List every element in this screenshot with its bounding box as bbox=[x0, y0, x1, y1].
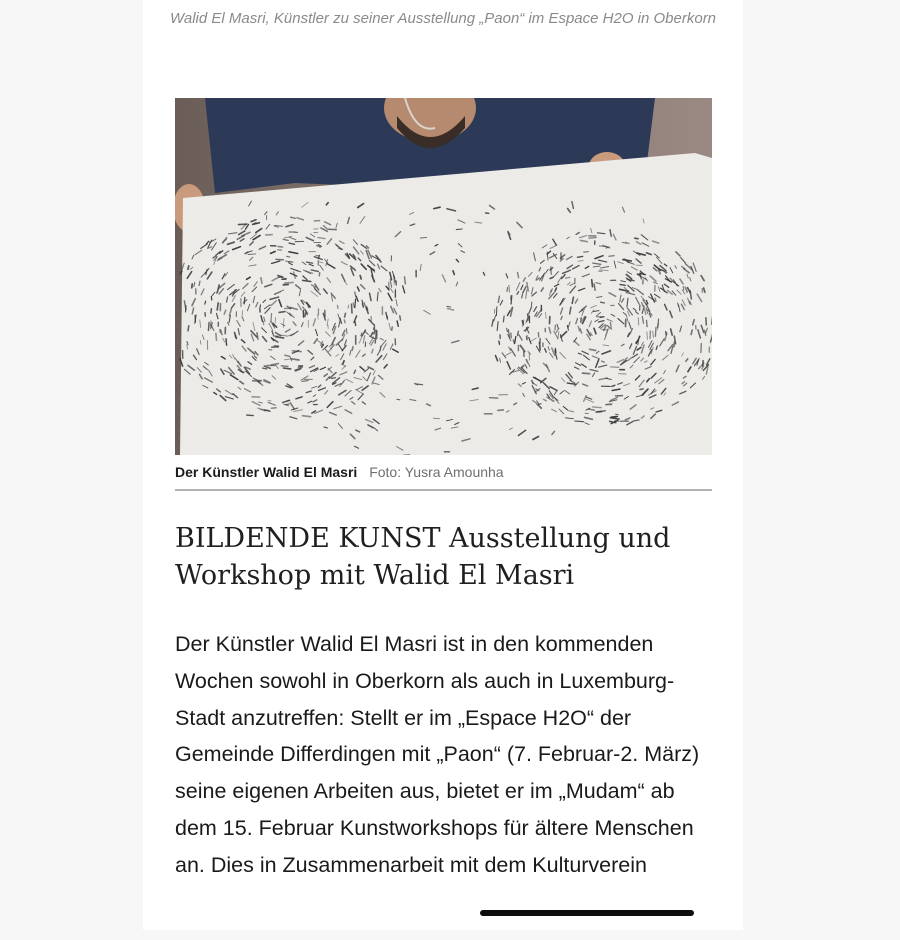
drawing-stroke bbox=[348, 305, 349, 308]
drawing-stroke bbox=[575, 421, 584, 422]
drawing-stroke bbox=[609, 256, 614, 257]
drawing-stroke bbox=[343, 361, 344, 364]
drawing-stroke bbox=[565, 277, 570, 278]
drawing-stroke bbox=[601, 302, 605, 303]
drawing-stroke bbox=[281, 366, 288, 367]
drawing-stroke bbox=[316, 255, 319, 256]
home-indicator-bar[interactable] bbox=[480, 910, 694, 916]
drawing-stroke bbox=[211, 309, 212, 313]
drawing-stroke bbox=[261, 278, 262, 284]
drawing-stroke bbox=[188, 266, 189, 269]
drawing-stroke bbox=[284, 359, 289, 360]
drawing-stroke bbox=[526, 337, 527, 340]
photo-credit: Foto: Yusra Amounha bbox=[369, 464, 504, 480]
drawing-stroke bbox=[518, 331, 519, 335]
drawing-stroke bbox=[285, 355, 289, 356]
drawing-stroke bbox=[647, 332, 648, 340]
drawing-stroke bbox=[352, 347, 353, 350]
drawing-stroke bbox=[279, 312, 285, 313]
drawing-stroke bbox=[392, 327, 393, 330]
drawing-stroke bbox=[188, 326, 189, 331]
drawing-stroke bbox=[522, 321, 523, 325]
drawing-stroke bbox=[287, 256, 290, 257]
drawing-stroke bbox=[347, 329, 348, 334]
drawing-stroke bbox=[647, 320, 648, 326]
drawing-stroke bbox=[205, 301, 206, 304]
photo-caption bbox=[175, 462, 712, 482]
drawing-stroke bbox=[655, 327, 656, 336]
drawing-stroke bbox=[596, 412, 601, 413]
drawing-stroke bbox=[260, 305, 261, 308]
drawing-stroke bbox=[247, 415, 254, 416]
drawing-stroke bbox=[593, 407, 602, 408]
drawing-stroke bbox=[499, 341, 500, 344]
drawing-stroke bbox=[276, 259, 284, 260]
drawing-stroke bbox=[292, 351, 301, 352]
drawing-stroke bbox=[420, 238, 426, 239]
drawing-stroke bbox=[507, 288, 508, 292]
drawing-stroke bbox=[590, 349, 596, 350]
drawing-stroke bbox=[550, 277, 553, 278]
article-headline: BILDENDE KUNST Ausstellung und Workshop mit Walid El Masri bbox=[175, 523, 671, 591]
drawing-stroke bbox=[584, 252, 589, 253]
drawing-stroke bbox=[285, 282, 293, 283]
drawing-stroke bbox=[592, 280, 593, 287]
drawing-stroke bbox=[691, 330, 692, 334]
drawing-stroke bbox=[286, 404, 289, 405]
drawing-stroke bbox=[217, 303, 218, 310]
drawing-stroke bbox=[397, 399, 400, 400]
drawing-stroke bbox=[226, 339, 227, 345]
drawing-stroke bbox=[551, 267, 552, 274]
photo-caption-subject: Der Künstler Walid El Masri bbox=[175, 464, 358, 480]
drawing-stroke bbox=[666, 332, 667, 335]
drawing-stroke bbox=[278, 247, 282, 248]
drawing-stroke bbox=[635, 238, 638, 239]
drawing-stroke bbox=[332, 378, 336, 379]
drawing-stroke bbox=[612, 385, 615, 386]
caption-divider bbox=[175, 489, 712, 491]
drawing-stroke bbox=[456, 229, 462, 230]
drawing-stroke bbox=[522, 294, 523, 298]
drawing-stroke bbox=[344, 320, 345, 323]
drawing-stroke bbox=[248, 254, 256, 255]
drawing-stroke bbox=[186, 306, 187, 312]
drawing-stroke bbox=[447, 306, 451, 307]
drawing-stroke bbox=[507, 328, 508, 331]
drawing-stroke bbox=[271, 314, 272, 322]
drawing-stroke bbox=[683, 286, 684, 290]
drawing-stroke bbox=[355, 322, 356, 326]
drawing-stroke bbox=[640, 389, 643, 390]
drawing-stroke bbox=[355, 299, 356, 308]
drawing-stroke bbox=[302, 381, 308, 382]
drawing-stroke bbox=[208, 322, 209, 330]
drawing-stroke bbox=[275, 318, 276, 323]
drawing-stroke bbox=[620, 285, 625, 286]
article-page bbox=[143, 0, 743, 930]
drawing-stroke bbox=[318, 255, 319, 258]
drawing-stroke bbox=[345, 313, 346, 317]
drawing-stroke bbox=[503, 316, 504, 322]
previous-image-caption: Walid El Masri, Künstler zu seiner Ausstellung „Paon“ im Espace H2O in Oberkorn bbox=[169, 10, 717, 27]
drawing-stroke bbox=[531, 302, 532, 305]
drawing-stroke bbox=[498, 410, 504, 411]
drawing-stroke bbox=[555, 348, 556, 352]
drawing-stroke bbox=[599, 246, 607, 247]
drawing-stroke bbox=[360, 276, 361, 279]
drawing-stroke bbox=[263, 368, 267, 369]
drawing-stroke bbox=[305, 313, 306, 317]
drawing-stroke bbox=[303, 416, 311, 417]
drawing-stroke bbox=[337, 305, 338, 308]
drawing-stroke bbox=[244, 297, 245, 303]
drawing-stroke bbox=[511, 296, 512, 304]
drawing-stroke bbox=[257, 333, 258, 340]
drawing-stroke bbox=[216, 333, 217, 340]
drawing-stroke bbox=[400, 316, 401, 320]
drawing-stroke bbox=[578, 326, 579, 331]
drawing-stroke bbox=[610, 323, 611, 330]
drawing-stroke bbox=[405, 277, 406, 284]
drawing-stroke bbox=[655, 298, 656, 301]
drawing-stroke bbox=[537, 404, 541, 405]
drawing-stroke bbox=[513, 340, 514, 343]
drawing-stroke bbox=[283, 368, 291, 369]
artist-photo bbox=[175, 98, 712, 455]
drawing-stroke bbox=[546, 312, 547, 318]
drawing-stroke bbox=[583, 373, 590, 374]
photo-illustration bbox=[175, 98, 712, 455]
drawing-stroke bbox=[259, 402, 263, 403]
drawing-stroke bbox=[475, 222, 482, 223]
drawing-stroke bbox=[615, 414, 618, 415]
drawing-stroke bbox=[433, 418, 439, 419]
article-body: Der Künstler Walid El Masri ist in den kommenden Wochen sowohl in Oberkorn als auch in Luxemburg-Stadt anzutreffen: Stellt er im „Espace H2O“ der Gemeinde Differdingen mit „Paon“ (7. Februar-2. März) seine eigenen Arbeiten aus, bietet er im „Mudam“ ab dem 15. Februar Kunstworkshops für ältere Menschen an. Dies in Zusammenarbeit mit dem Kulturverein bbox=[175, 632, 700, 877]
drawing-stroke bbox=[496, 307, 497, 316]
drawing-stroke bbox=[375, 336, 376, 343]
drawing-stroke bbox=[352, 304, 353, 313]
drawing-stroke bbox=[577, 256, 582, 257]
